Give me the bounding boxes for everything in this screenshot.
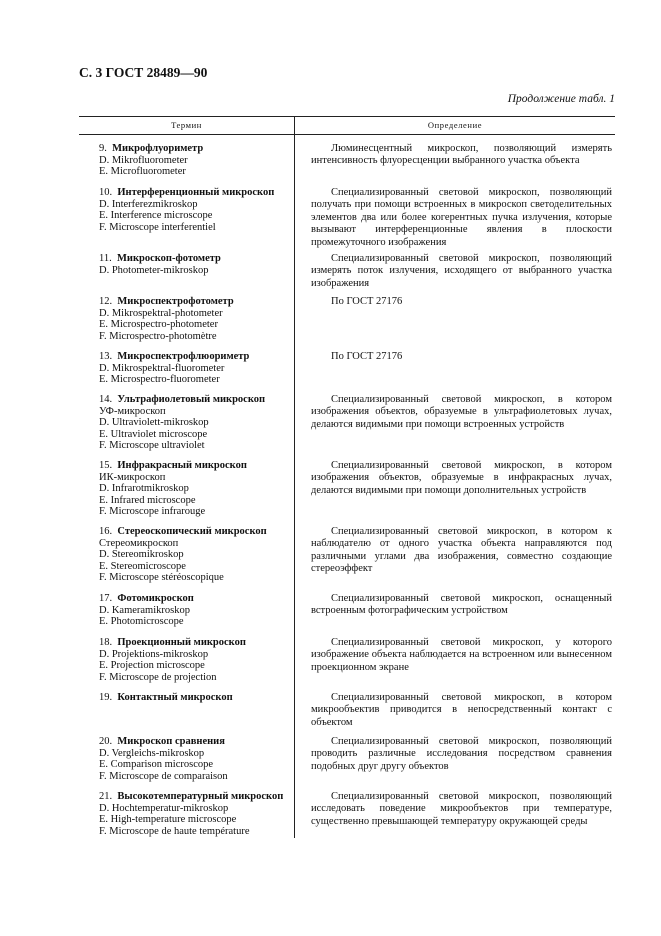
foreign-equivalent: E. High-temperature microscope [99,814,237,826]
term-title [99,394,294,406]
term-title [99,143,294,155]
term-name: Инфракрасный микроскоп [117,460,247,471]
table-row [79,692,615,729]
definition-cell: Специализированный световой микроскоп, оснащенный встроенным фотографическим устройством [311,593,612,617]
term-title [99,526,294,538]
term-cell [79,593,294,628]
foreign-equivalent: E. Microspectro-fluorometer [99,374,220,386]
table-header-row [79,116,615,135]
term-name: Микрофлуориметр [112,143,204,154]
term-name: Высокотемпературный микроскоп [117,791,284,802]
foreign-equivalent: D. Infrarotmikroskop [99,483,189,495]
term-cell [79,296,294,342]
header-terms: Термин [79,117,295,134]
term-synonym: ИК-микроскоп [99,471,166,483]
table-row [79,253,615,290]
header-definition: Определение [427,120,483,130]
definition-cell: Специализированный световой микроскоп, в котором к наблюдателю от одного участка объекта направляются под различными углами два изображения, совместно создающие стереоэффект [311,526,612,575]
foreign-equivalent: F. Microscope infrarouge [99,506,206,518]
term-number: 13. [99,351,113,362]
foreign-equivalent: D. Interferezmikroskop [99,198,198,210]
term-number: 20. [99,736,113,747]
foreign-equivalent: E. Ultraviolet microscope [99,428,208,440]
foreign-equivalent: E. Stereomicroscope [99,560,186,572]
foreign-equivalent: F. Microscope de comparaison [99,770,228,782]
foreign-equivalent: D. Ultraviolett-mikroskop [99,417,209,429]
foreign-equivalent: D. Projektions-mikroskop [99,648,209,660]
term-cell [79,394,294,452]
table-row [79,526,615,584]
term-title [99,791,294,803]
table-row [79,296,615,342]
table-body [79,135,615,838]
terms-table [79,116,615,838]
foreign-equivalent: D. Stereomikroskop [99,549,184,561]
term-synonym: УФ-микроскоп [99,405,166,417]
term-cell [79,526,294,584]
foreign-equivalent: E. Photomicroscope [99,616,184,628]
definition-cell: Специализированный световой микроскоп, в котором изображения объектов, образуемые в инфракрасных лучах, делаются видимыми при помощи дополнительных устройств [311,460,612,496]
term-cell [79,253,294,290]
foreign-equivalent: F. Microscope stéréoscopique [99,572,224,584]
foreign-equivalent: F. Microscope de haute température [99,825,250,837]
foreign-equivalent: E. Projection microscope [99,660,205,672]
term-title [99,593,294,605]
term-title [99,637,294,649]
term-name: Проекционный микроскоп [117,637,246,648]
term-number: 15. [99,460,113,471]
term-number: 11. [99,253,112,264]
table-row [79,460,615,518]
term-cell [79,692,294,729]
definition-cell: Специализированный световой микроскоп, в котором микрообъектив приводится в непосредственный контакт с объектом [311,692,612,728]
term-name: Контактный микроскоп [117,692,233,703]
definition-cell: Специализированный световой микроскоп, у которого изображение объекта наблюдается на встроенном или вынесенном проекционном экране [311,637,612,673]
term-title [99,351,294,363]
term-name: Микроспектрофлюориметр [117,351,250,362]
term-cell [79,187,294,249]
term-cell [79,637,294,683]
term-cell [79,351,294,386]
page-header: С. 3 ГОСТ 28489—90 [79,65,208,80]
foreign-equivalent: D. Vergleichs-mikroskop [99,747,205,759]
foreign-equivalent: E. Interference microscope [99,210,213,222]
term-name: Микроскоп-фотометр [117,253,221,264]
foreign-equivalent: E. Microfluorometer [99,166,186,178]
term-number: 21. [99,791,113,802]
definition-cell: Люминесцентный микроскоп, позволяющий измерять интенсивность флуоресценции выбранного участка объекта [311,143,612,167]
table-row [79,736,615,782]
table-row [79,143,615,178]
definition-cell: Специализированный световой микроскоп, позволяющий исследовать поведение микрообъектов при температуре, существенно превышающей температуру окружающей среды [311,791,612,827]
term-title [99,460,294,472]
term-number: 14. [99,394,113,405]
table-row [79,637,615,683]
term-name: Ультрафиолетовый микроскоп [117,394,266,405]
foreign-equivalent: E. Microspectro-photometer [99,319,218,331]
term-synonym: Стереомикроскоп [99,537,179,549]
definition-cell: Специализированный световой микроскоп, позволяющий получать при помощи встроенных в микроскоп светоделительных элементов два или более когерентных пучка излучения, которые вызывают интерференционные явления в плоскости промежуточного изображения [311,187,612,248]
term-name: Стереоскопический микроскоп [117,526,267,537]
definition-cell: Специализированный световой микроскоп, позволяющий измерять поток излучения, исходящего от выбранного участка изображения [311,253,612,289]
foreign-equivalent: E. Comparison microscope [99,759,214,771]
term-name: Микроскоп сравнения [117,736,225,747]
term-title [99,253,294,265]
foreign-equivalent: D. Mikrospektral-fluorometer [99,362,225,374]
term-number: 19. [99,692,113,703]
foreign-equivalent: F. Microscope ultraviolet [99,440,205,452]
term-cell [79,736,294,782]
foreign-equivalent: D. Hochtemperatur-mikroskop [99,802,229,814]
table-row [79,394,615,452]
foreign-equivalent: D. Photometer-mikroskop [99,264,209,276]
foreign-equivalent: F. Microscope de projection [99,671,217,683]
table-row [79,351,615,386]
foreign-equivalent: F. Microspectro-photomètre [99,330,217,342]
term-cell [79,143,294,178]
term-number: 10. [99,187,113,198]
term-name: Фотомикроскоп [117,593,194,604]
term-number: 18. [99,637,113,648]
term-title [99,692,294,704]
term-name: Микроспектрофотометр [117,296,234,307]
foreign-equivalent: E. Infrared microscope [99,494,196,506]
term-number: 12. [99,296,113,307]
definition-cell: Специализированный световой микроскоп, позволяющий проводить различные исследования посредством сравнения подобных друг другу объектов [311,736,612,772]
table-row [79,791,615,837]
table-continuation-label: Продолжение табл. 1 [507,93,615,105]
term-cell [79,791,294,837]
term-number: 16. [99,526,113,537]
term-title [99,187,294,199]
term-title [99,736,294,748]
table-row [79,593,615,628]
term-name: Интерференционный микроскоп [117,187,275,198]
foreign-equivalent: D. Kameramikroskop [99,604,190,616]
definition-cell: По ГОСТ 27176 [331,351,403,362]
definition-cell: По ГОСТ 27176 [331,296,403,307]
term-number: 9. [99,143,107,154]
foreign-equivalent: D. Mikrofluorometer [99,154,188,166]
term-title [99,296,294,308]
foreign-equivalent: D. Mikrospektral-photometer [99,307,223,319]
foreign-equivalent: F. Microscope interferentiel [99,221,216,233]
table-row [79,187,615,249]
term-number: 17. [99,593,113,604]
definition-cell: Специализированный световой микроскоп, в котором изображения объектов, образуемые в ультрафиолетовых лучах, делаются видимыми при помощи встроенных устройств [311,394,612,430]
term-cell [79,460,294,518]
